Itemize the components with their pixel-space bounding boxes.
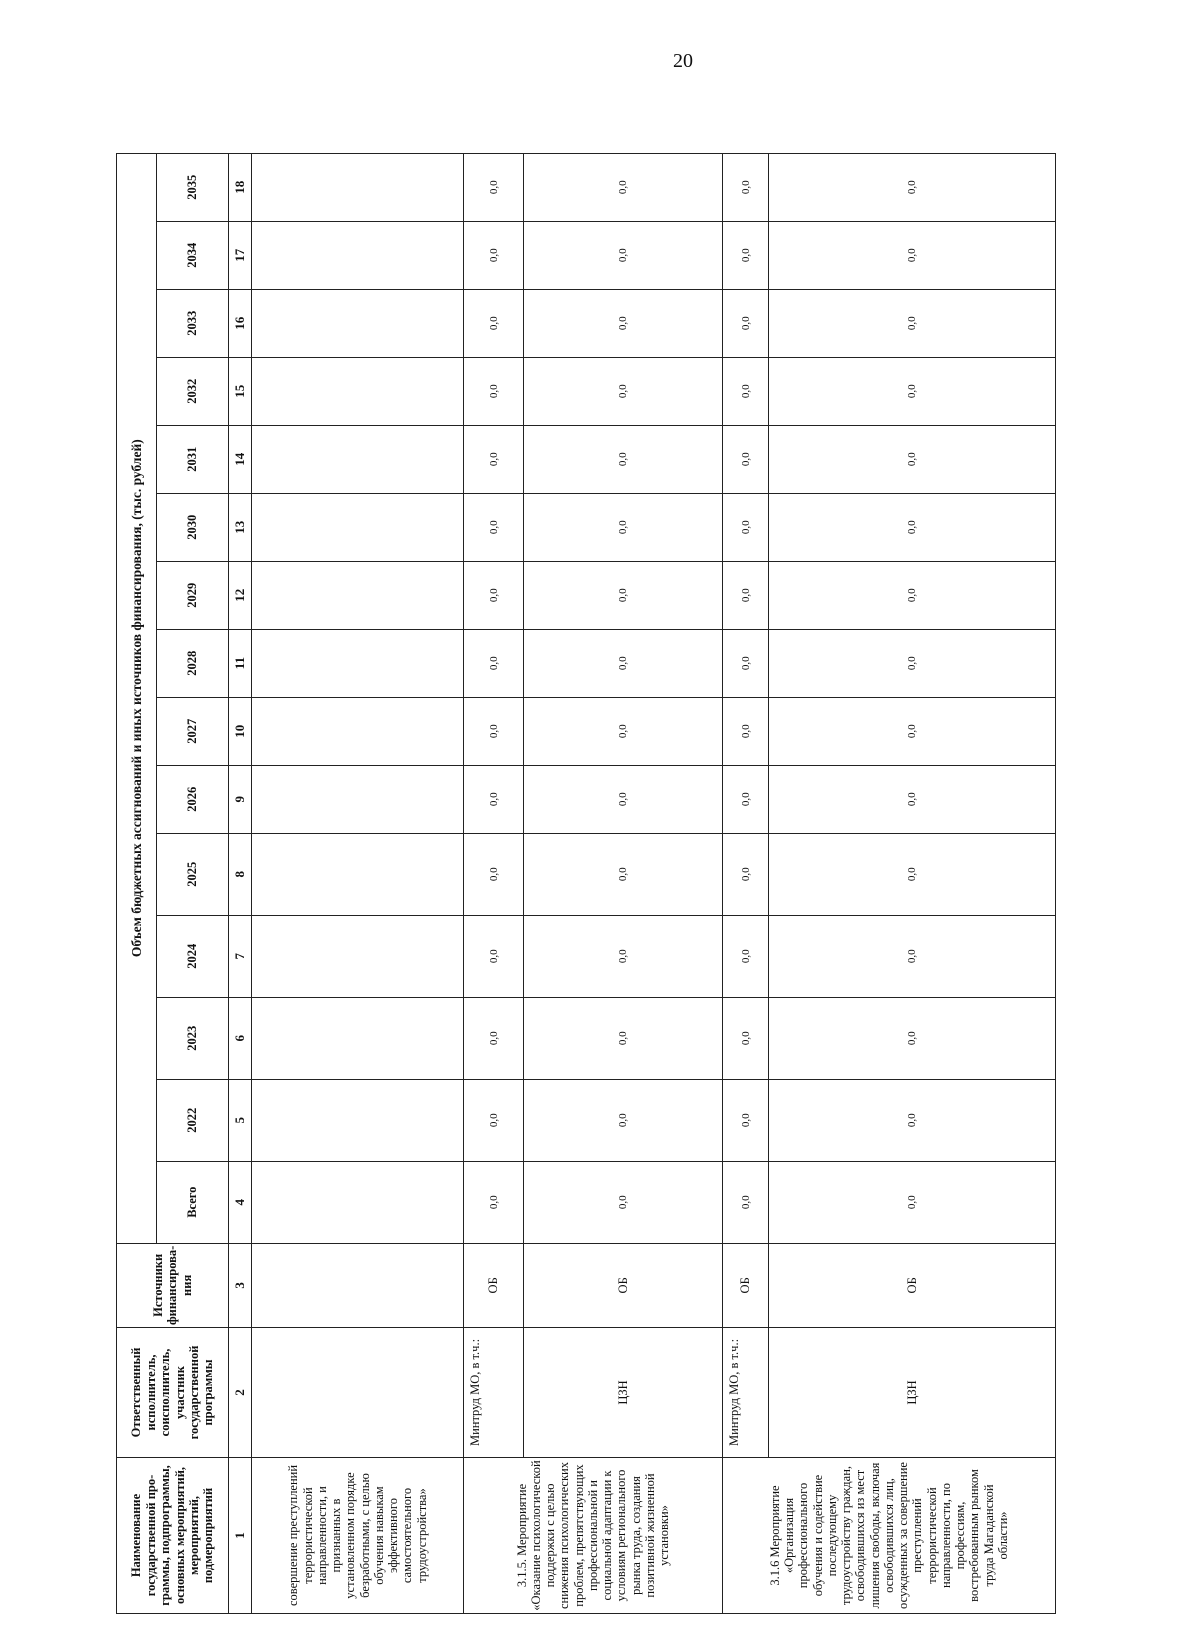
header-year: 2024 xyxy=(157,915,229,997)
responsible-cell: ЦЗН xyxy=(769,1328,1056,1458)
column-number: 11 xyxy=(229,629,252,697)
value-cell: 0,0 xyxy=(769,425,1056,493)
value-cell: 0,0 xyxy=(524,629,723,697)
value-cell xyxy=(252,221,464,289)
column-number: 4 xyxy=(229,1161,252,1243)
value-cell: 0,0 xyxy=(524,493,723,561)
value-cell: 0,0 xyxy=(524,697,723,765)
column-number: 15 xyxy=(229,357,252,425)
value-cell: 0,0 xyxy=(769,915,1056,997)
header-year: 2029 xyxy=(157,561,229,629)
value-cell: 0,0 xyxy=(723,697,769,765)
value-cell xyxy=(252,1079,464,1161)
value-cell: 0,0 xyxy=(723,221,769,289)
responsible-cell: ЦЗН xyxy=(524,1328,723,1458)
column-number: 8 xyxy=(229,833,252,915)
value-cell: 0,0 xyxy=(723,765,769,833)
header-name: Наименование государственной про-граммы, подпрограммы, основных мероприятий, мероприятий, подмероприятий xyxy=(117,1458,229,1614)
value-cell: 0,0 xyxy=(524,833,723,915)
responsible-cell: Минтруд МО, в т.ч.: xyxy=(723,1328,769,1458)
value-cell xyxy=(252,493,464,561)
header-year: 2022 xyxy=(157,1079,229,1161)
value-cell: 0,0 xyxy=(723,493,769,561)
value-cell: 0,0 xyxy=(524,153,723,221)
value-cell: 0,0 xyxy=(723,1161,769,1243)
value-cell: 0,0 xyxy=(464,833,524,915)
value-cell: 0,0 xyxy=(769,493,1056,561)
page-number: 20 xyxy=(673,50,693,72)
value-cell: 0,0 xyxy=(524,221,723,289)
value-cell xyxy=(252,765,464,833)
value-cell xyxy=(252,425,464,493)
header-source: Источники финансирова-ния xyxy=(117,1243,229,1327)
value-cell: 0,0 xyxy=(769,1079,1056,1161)
header-year: 2028 xyxy=(157,629,229,697)
value-cell: 0,0 xyxy=(464,915,524,997)
value-cell xyxy=(252,833,464,915)
value-cell: 0,0 xyxy=(464,153,524,221)
value-cell: 0,0 xyxy=(723,997,769,1079)
value-cell: 0,0 xyxy=(769,221,1056,289)
value-cell: 0,0 xyxy=(524,289,723,357)
value-cell: 0,0 xyxy=(464,425,524,493)
column-number: 7 xyxy=(229,915,252,997)
column-number: 5 xyxy=(229,1079,252,1161)
value-cell: 0,0 xyxy=(524,915,723,997)
value-cell: 0,0 xyxy=(464,357,524,425)
column-number: 6 xyxy=(229,997,252,1079)
value-cell: 0,0 xyxy=(524,425,723,493)
header-year: 2031 xyxy=(157,425,229,493)
value-cell: 0,0 xyxy=(464,997,524,1079)
header-funding-span: Объем бюджетных ассигнований и иных источников финансирования, (тыс. рублей) xyxy=(117,153,157,1243)
value-cell xyxy=(252,997,464,1079)
source-cell: ОБ xyxy=(464,1243,524,1327)
value-cell: 0,0 xyxy=(769,153,1056,221)
column-number-row xyxy=(229,153,252,1613)
value-cell: 0,0 xyxy=(524,357,723,425)
value-cell: 0,0 xyxy=(769,629,1056,697)
header-total: Всего xyxy=(157,1161,229,1243)
column-number: 2 xyxy=(229,1328,252,1458)
value-cell: 0,0 xyxy=(723,1079,769,1161)
responsible-cell xyxy=(252,1328,464,1458)
table-row xyxy=(723,153,769,1613)
header-year: 2027 xyxy=(157,697,229,765)
activity-name-cell: 3.1.5. Мероприятие «Оказание психологической поддержки с целью снижения психологических проблем, препятствующих профессиональной и социальной адаптации к условиям регионального рынка труда, создания позитивной жизненной установки» xyxy=(464,1458,723,1614)
value-cell: 0,0 xyxy=(464,493,524,561)
value-cell xyxy=(252,357,464,425)
column-number: 17 xyxy=(229,221,252,289)
value-cell: 0,0 xyxy=(723,289,769,357)
value-cell: 0,0 xyxy=(524,765,723,833)
value-cell: 0,0 xyxy=(524,561,723,629)
column-number: 13 xyxy=(229,493,252,561)
source-cell: ОБ xyxy=(723,1243,769,1327)
budget-table xyxy=(116,153,1056,1614)
value-cell: 0,0 xyxy=(723,915,769,997)
value-cell: 0,0 xyxy=(769,833,1056,915)
value-cell: 0,0 xyxy=(723,357,769,425)
column-number: 10 xyxy=(229,697,252,765)
value-cell: 0,0 xyxy=(524,1161,723,1243)
value-cell: 0,0 xyxy=(769,765,1056,833)
header-year: 2035 xyxy=(157,153,229,221)
column-number: 3 xyxy=(229,1243,252,1327)
table-row xyxy=(464,153,524,1613)
header-year: 2023 xyxy=(157,997,229,1079)
value-cell xyxy=(252,629,464,697)
header-responsible: Ответственный исполнитель, соисполнитель, участник государственной программы xyxy=(117,1328,229,1458)
header-year: 2033 xyxy=(157,289,229,357)
value-cell: 0,0 xyxy=(464,629,524,697)
value-cell xyxy=(252,697,464,765)
source-cell xyxy=(252,1243,464,1327)
table-row xyxy=(252,153,464,1613)
table-row xyxy=(769,153,1056,1613)
value-cell: 0,0 xyxy=(524,997,723,1079)
column-number: 12 xyxy=(229,561,252,629)
value-cell: 0,0 xyxy=(723,153,769,221)
header-year: 2026 xyxy=(157,765,229,833)
header-year: 2030 xyxy=(157,493,229,561)
value-cell xyxy=(252,561,464,629)
header-year: 2032 xyxy=(157,357,229,425)
column-number: 16 xyxy=(229,289,252,357)
value-cell: 0,0 xyxy=(769,357,1056,425)
column-number: 18 xyxy=(229,153,252,221)
value-cell xyxy=(252,1161,464,1243)
value-cell: 0,0 xyxy=(723,629,769,697)
value-cell: 0,0 xyxy=(723,833,769,915)
header-year: 2025 xyxy=(157,833,229,915)
value-cell xyxy=(252,289,464,357)
table-row xyxy=(524,153,723,1613)
source-cell: ОБ xyxy=(769,1243,1056,1327)
activity-name-cell: совершение преступлений террористической направленности, и признанных в установленном порядке безработными, с целью обучения навыкам эффективного самостоятельного трудоустройства» xyxy=(252,1458,464,1614)
column-number: 1 xyxy=(229,1458,252,1614)
value-cell: 0,0 xyxy=(769,1161,1056,1243)
value-cell: 0,0 xyxy=(769,697,1056,765)
value-cell xyxy=(252,915,464,997)
value-cell: 0,0 xyxy=(723,425,769,493)
value-cell xyxy=(252,153,464,221)
column-number: 9 xyxy=(229,765,252,833)
value-cell: 0,0 xyxy=(464,289,524,357)
value-cell: 0,0 xyxy=(464,561,524,629)
value-cell: 0,0 xyxy=(769,997,1056,1079)
value-cell: 0,0 xyxy=(464,697,524,765)
responsible-cell: Минтруд МО, в т.ч.: xyxy=(464,1328,524,1458)
value-cell: 0,0 xyxy=(723,561,769,629)
value-cell: 0,0 xyxy=(464,765,524,833)
value-cell: 0,0 xyxy=(464,1079,524,1161)
source-cell: ОБ xyxy=(524,1243,723,1327)
column-number: 14 xyxy=(229,425,252,493)
value-cell: 0,0 xyxy=(769,289,1056,357)
activity-name-cell: 3.1.6 Мероприятие «Организация профессионального обучения и содействие последующему трудоустройству граждан, освободившихся из мест лишения свободы, включая освободившихся лиц, осужденных за совершение преступлений террористической направленности, по профессиям, востребованным рынком труда Магаданской области» xyxy=(723,1458,1056,1614)
header-year: 2034 xyxy=(157,221,229,289)
value-cell: 0,0 xyxy=(464,1161,524,1243)
value-cell: 0,0 xyxy=(464,221,524,289)
value-cell: 0,0 xyxy=(524,1079,723,1161)
value-cell: 0,0 xyxy=(769,561,1056,629)
